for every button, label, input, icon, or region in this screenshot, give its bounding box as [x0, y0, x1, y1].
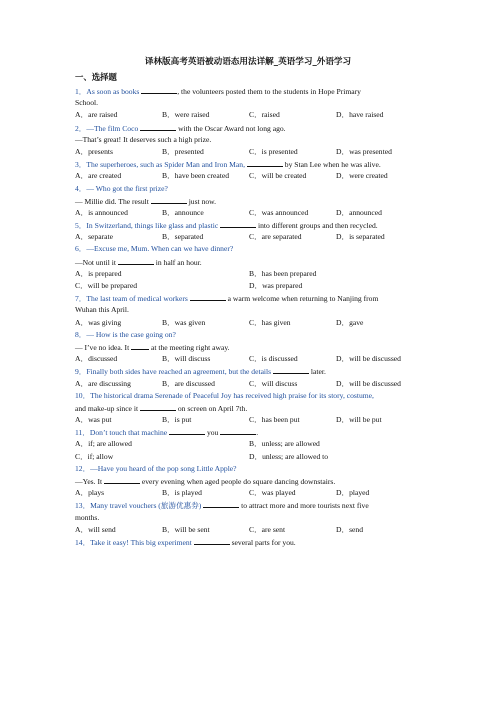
question-1-continued: School.: [75, 98, 98, 108]
question-5-stem: 5．In Switzerland, things like glass and plastic into different groups and then recycled.: [75, 221, 378, 231]
option-d[interactable]: D．will be discussed: [336, 378, 401, 388]
answer-blank: [220, 426, 256, 435]
option-a[interactable]: A．is announced: [75, 207, 128, 217]
option-b[interactable]: B．announce: [162, 207, 204, 217]
question-3-options: [75, 170, 423, 182]
question-7-stem: 7．The last team of medical workers a warm welcome when returning to Nanjing from: [75, 294, 379, 304]
option-a[interactable]: A．are discussing: [75, 378, 131, 388]
question-1-stem: 1．As soon as books , the volunteers posted them to the students in Hope Primary: [75, 87, 361, 96]
question-11-options-row1: [75, 438, 423, 450]
option-a[interactable]: A．discussed: [75, 354, 118, 364]
question-7-continued: Wuhan this April.: [75, 305, 129, 315]
option-a[interactable]: A．are created: [75, 171, 122, 181]
option-d[interactable]: D．have raised: [336, 110, 384, 120]
question-6-options-row1: [75, 268, 423, 280]
question-1-options: [75, 109, 423, 121]
answer-blank: [194, 536, 230, 545]
question-6-stem: 6．—Excuse me, Mum. When can we have dinner?: [75, 244, 234, 254]
option-d[interactable]: D．was presented: [336, 146, 392, 156]
option-a[interactable]: A．if; are allowed: [75, 439, 132, 449]
question-5-options: [75, 231, 423, 243]
question-6-dialogue: —Not until it in half an hour.: [75, 257, 202, 267]
option-a[interactable]: A．was giving: [75, 317, 122, 327]
option-b[interactable]: B．has been prepared: [249, 268, 317, 278]
option-d[interactable]: D．will be discussed: [336, 354, 401, 364]
question-1-number: 1．As soon as books: [75, 87, 142, 96]
question-4-options: [75, 207, 423, 219]
question-10-stem: 10．The historical drama Serenade of Peaceful Joy has received high praise for its story, costume,: [75, 390, 374, 400]
answer-blank: [131, 341, 149, 350]
option-c[interactable]: C．is presented: [249, 146, 298, 156]
answer-blank: [104, 475, 140, 484]
answer-blank: [151, 195, 187, 204]
question-2-stem: 2．—The film Coco with the Oscar Award not long ago.: [75, 123, 286, 133]
option-a[interactable]: A．presents: [75, 146, 113, 156]
option-c[interactable]: C．will be created: [249, 171, 307, 181]
option-d[interactable]: D．gave: [336, 317, 364, 327]
option-b[interactable]: B．was given: [162, 317, 206, 327]
answer-blank: [203, 499, 239, 508]
question-12-stem: 12．—Have you heard of the pop song Little Apple?: [75, 463, 237, 473]
option-d[interactable]: D．send: [336, 524, 363, 534]
question-7-options: [75, 317, 423, 329]
question-13-continued: months.: [75, 512, 100, 522]
question-12-dialogue: —Yes. It every evening when aged people do square dancing downstairs.: [75, 477, 336, 486]
option-c[interactable]: C．if; allow: [75, 451, 114, 461]
question-list: [75, 85, 423, 548]
option-c[interactable]: C．will discuss: [249, 378, 298, 388]
question-2-options: [75, 146, 423, 158]
question-14-stem: 14．Take it easy! This big experiment several parts for you.: [75, 537, 296, 547]
option-d[interactable]: D．played: [336, 488, 370, 498]
answer-blank: [118, 256, 154, 265]
question-8-options: [75, 353, 423, 365]
option-a[interactable]: A．will send: [75, 524, 116, 534]
question-6-options-row2: [75, 280, 423, 292]
option-b[interactable]: B．is played: [162, 488, 202, 498]
option-b[interactable]: B．unless; are allowed: [249, 439, 320, 449]
option-b[interactable]: B．will discuss: [162, 354, 211, 364]
option-a[interactable]: A．is prepared: [75, 268, 122, 278]
question-4-dialogue: — Millie did. The result just now.: [75, 196, 217, 206]
option-d[interactable]: D．were created: [336, 171, 388, 181]
answer-blank: [247, 158, 283, 167]
question-8-dialogue: — I’ve no idea. It at the meeting right away.: [75, 342, 230, 352]
option-d[interactable]: D．will be put: [336, 415, 382, 425]
option-a[interactable]: A．was put: [75, 415, 112, 425]
question-10-continued: and make-up since it on screen on April 7th.: [75, 403, 248, 413]
option-a[interactable]: A．are raised: [75, 110, 118, 120]
option-b[interactable]: B．is put: [162, 415, 192, 425]
option-a[interactable]: A．separate: [75, 232, 113, 242]
option-c[interactable]: C．has given: [249, 317, 291, 327]
option-d[interactable]: D．is separated: [336, 232, 385, 242]
option-d[interactable]: D．announced: [336, 207, 382, 217]
question-13-stem: 13．Many travel vouchers (旅游优惠券) to attract more and more tourists next five: [75, 501, 369, 511]
answer-blank: [273, 365, 309, 374]
option-b[interactable]: B．presented: [162, 146, 204, 156]
option-d[interactable]: D．unless; are allowed to: [249, 451, 329, 461]
option-b[interactable]: B．were raised: [162, 110, 210, 120]
question-4-stem: 4．— Who got the first prize?: [75, 183, 168, 193]
answer-blank: [220, 219, 256, 228]
question-8-stem: 8．— How is the case going on?: [75, 329, 176, 339]
option-c[interactable]: C．was announced: [249, 207, 309, 217]
answer-blank: [140, 122, 176, 131]
answer-blank: [141, 85, 177, 94]
question-13-options: [75, 524, 423, 536]
question-9-stem: 9．Finally both sides have reached an agreement, but the details later.: [75, 367, 326, 377]
option-c[interactable]: C．has been put: [249, 415, 300, 425]
option-c[interactable]: C．are sent: [249, 524, 286, 534]
answer-blank: [140, 402, 176, 411]
question-11-options-row2: [75, 451, 423, 463]
option-c[interactable]: C．is discussed: [249, 354, 298, 364]
question-12-options: [75, 487, 423, 499]
question-10-options: [75, 414, 423, 426]
answer-blank: [169, 426, 205, 435]
option-d[interactable]: D．was prepared: [249, 281, 303, 290]
option-c[interactable]: C．was played: [249, 488, 296, 498]
question-2-dialogue: —That’s great! It deserves such a high prize.: [75, 134, 212, 144]
option-b[interactable]: B．are discussed: [162, 378, 215, 388]
option-b[interactable]: B．have been created: [162, 171, 230, 181]
page-title: 译林版高考英语被动语态用法详解_英语学习_外语学习: [144, 57, 352, 67]
option-c[interactable]: C．will be prepared: [75, 281, 137, 290]
section-heading: 一、选择题: [75, 72, 117, 82]
option-a[interactable]: A．plays: [75, 488, 105, 498]
question-3-stem: 3．The superheroes, such as Spider Man and Iron Man, by Stan Lee when he was alive.: [75, 160, 381, 170]
answer-blank: [190, 292, 226, 301]
question-11-stem: 11．Don’t touch that machine you .: [75, 428, 259, 438]
option-c[interactable]: C．are separated: [249, 232, 302, 242]
option-b[interactable]: B．separated: [162, 232, 204, 242]
question-9-options: [75, 378, 423, 390]
option-c[interactable]: C．raised: [249, 110, 280, 120]
option-b[interactable]: B．will be sent: [162, 524, 210, 534]
